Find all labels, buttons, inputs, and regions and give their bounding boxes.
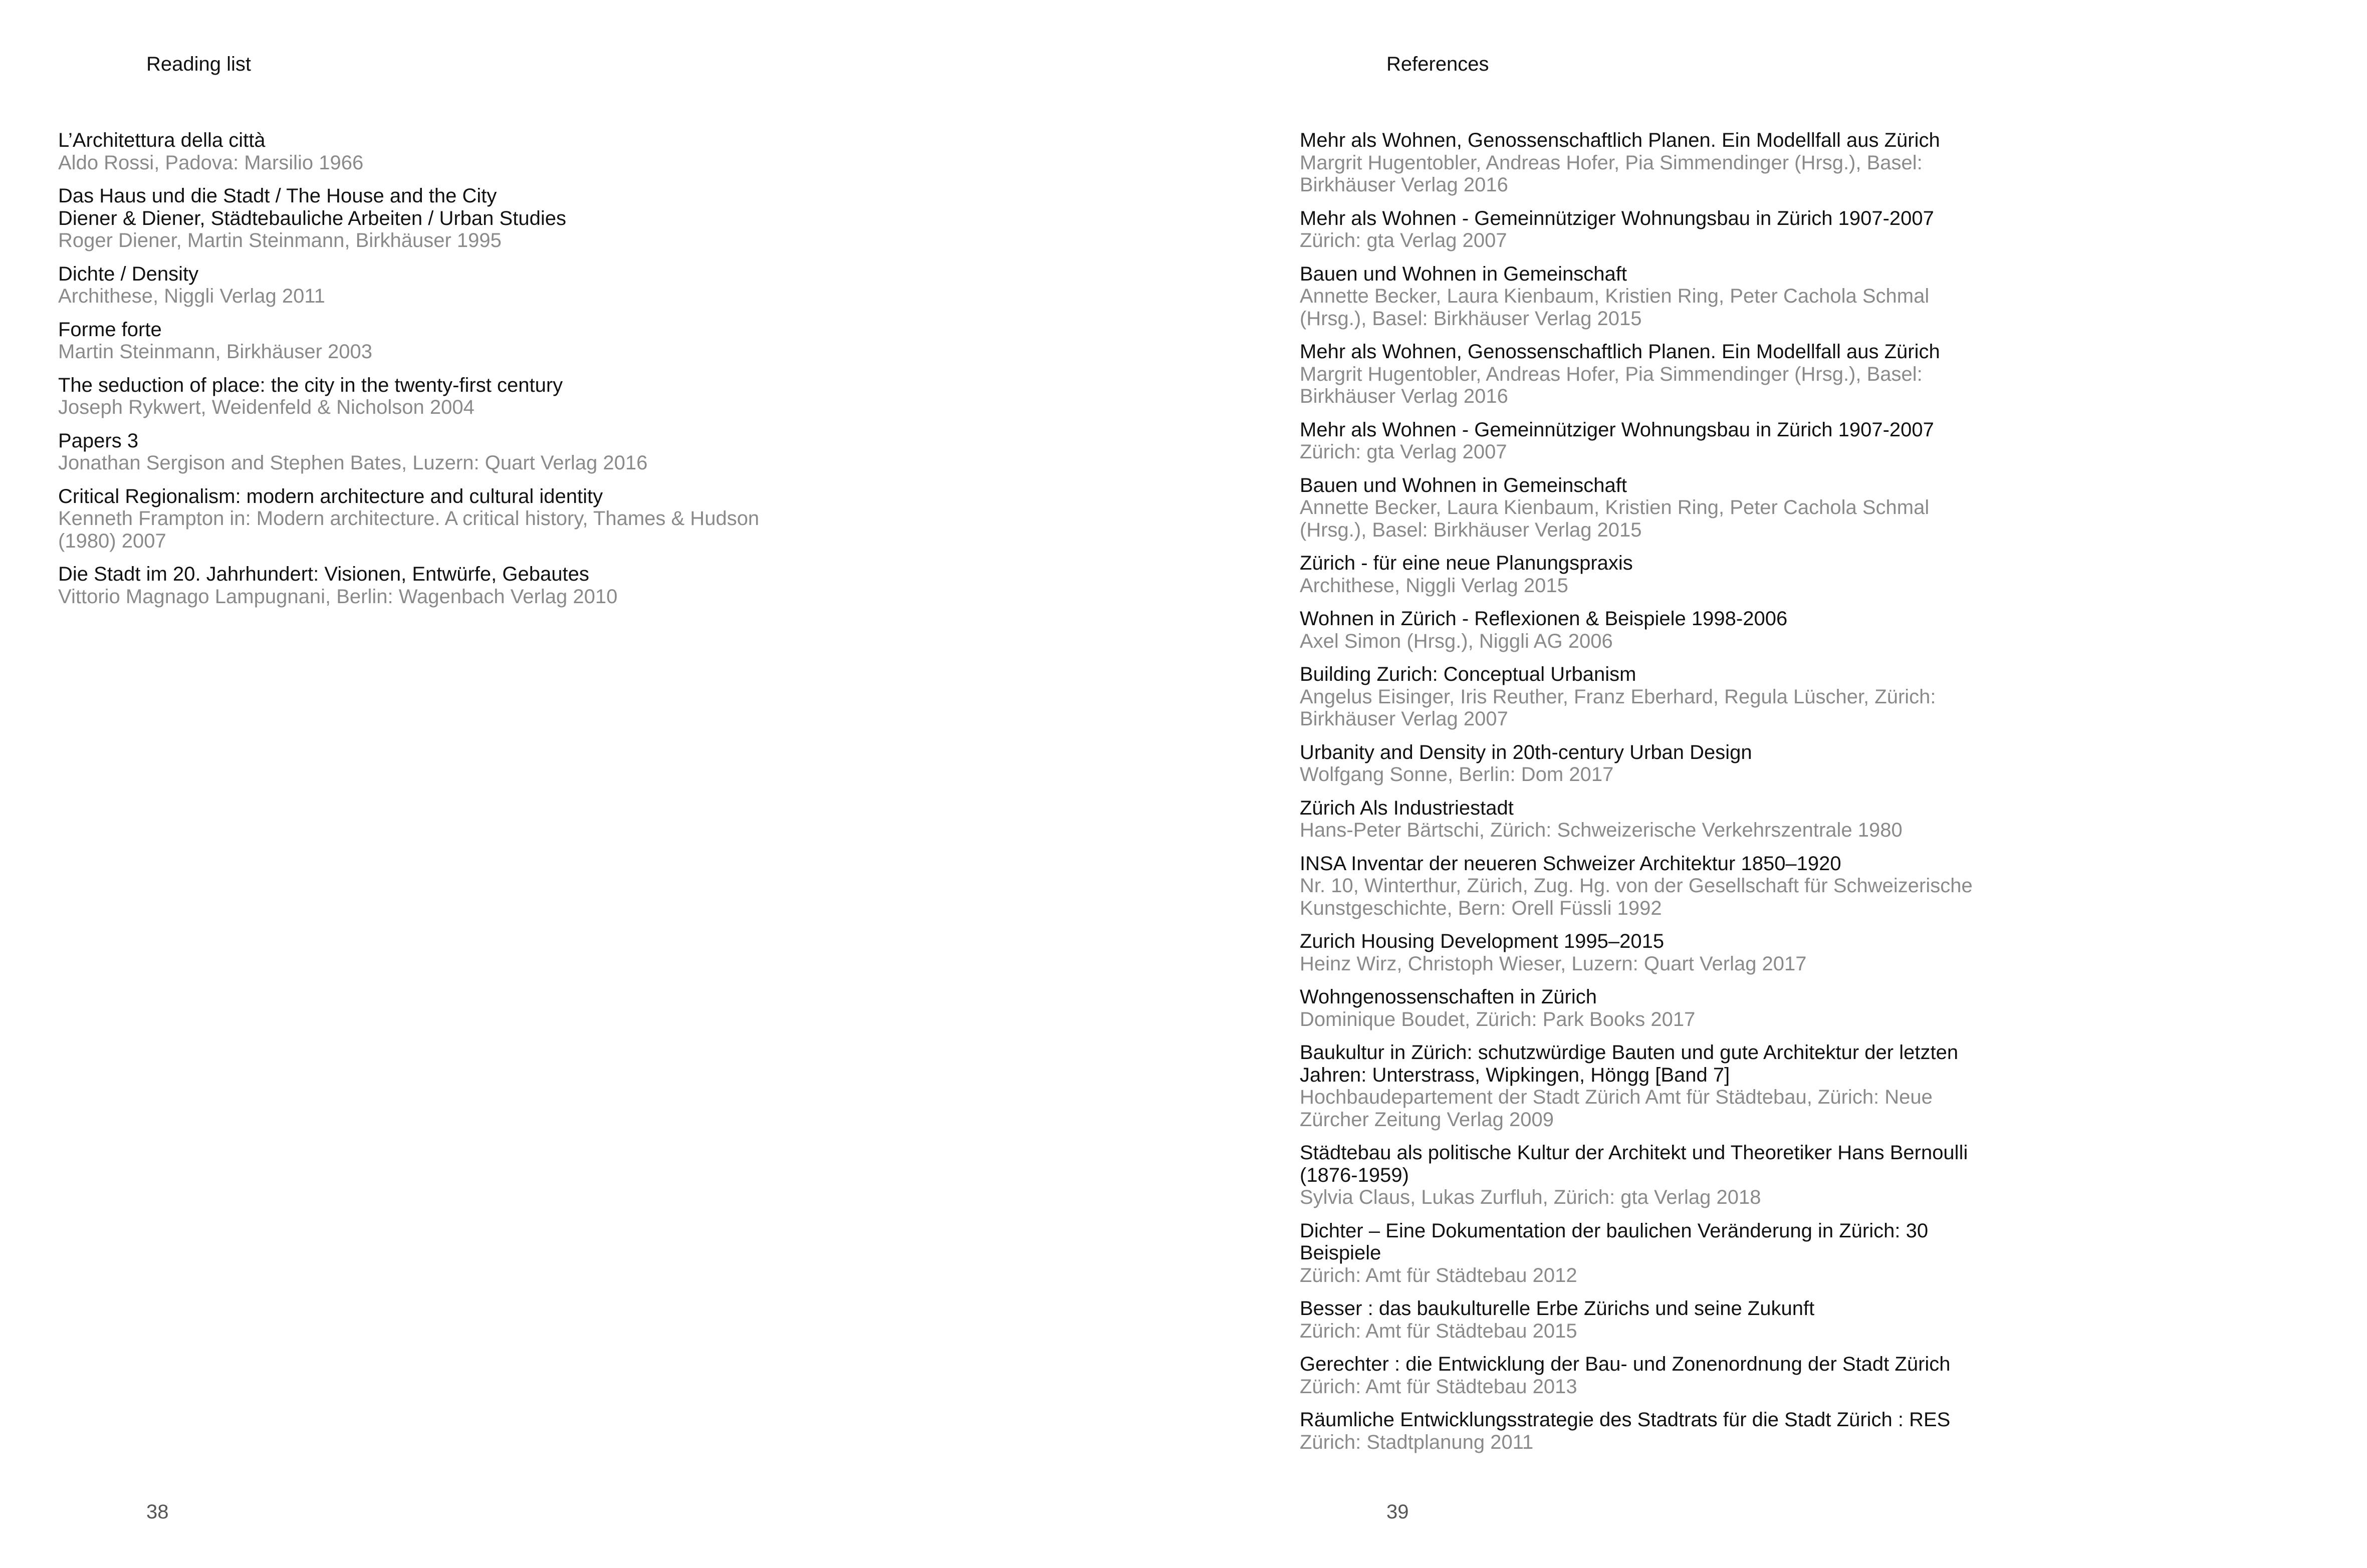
entry-publication-info: Joseph Rykwert, Weidenfeld & Nicholson 2004 xyxy=(58,396,475,418)
entry-publication-info: Archithese, Niggli Verlag 2011 xyxy=(58,285,325,307)
entry-publication-info: Zürich: gta Verlag 2007 xyxy=(1300,229,1507,251)
bibliography-entry xyxy=(1300,129,2197,196)
bibliography-entry xyxy=(1300,341,2197,408)
entry-publication-info: Vittorio Magnago Lampugnani, Berlin: Wagenbach Verlag 2010 xyxy=(58,585,618,608)
bibliography-entry xyxy=(1300,419,2197,463)
entry-title: Papers 3 xyxy=(58,429,139,452)
entry-publication-info: Aldo Rossi, Padova: Marsilio 1966 xyxy=(58,151,364,174)
entry-publication-info: Annette Becker, Laura Kienbaum, Kristien Ring, Peter Cachola Schmal (Hrsg.), Basel: Birkhäuser Verlag 2015 xyxy=(1300,496,1930,541)
bibliography-entry xyxy=(1300,263,2197,330)
bibliography-entry xyxy=(1300,608,2197,652)
entry-publication-info: Annette Becker, Laura Kienbaum, Kristien Ring, Peter Cachola Schmal (Hrsg.), Basel: Birkhäuser Verlag 2015 xyxy=(1300,285,1930,330)
entry-title: Baukultur in Zürich: schutzwürdige Bauten und gute Architektur der letzten Jahren: Unterstrass, Wipkingen, Höngg [Band 7] xyxy=(1300,1041,1959,1086)
bibliography-entry xyxy=(58,263,820,308)
reading-list xyxy=(58,129,820,619)
bibliography-entry xyxy=(1300,474,2197,542)
page-number-left: 38 xyxy=(146,1501,169,1523)
entry-title: Mehr als Wohnen, Genossenschaftlich Planen. Ein Modellfall aus Zürich xyxy=(1300,129,1940,151)
entry-publication-info: Hochbaudepartement der Stadt Zürich Amt für Städtebau, Zürich: Neue Zürcher Zeitung Verlag 2009 xyxy=(1300,1086,1933,1131)
bibliography-entry xyxy=(58,563,820,608)
bibliography-entry xyxy=(1300,663,2197,730)
running-head-left: Reading list xyxy=(146,53,252,75)
bibliography-entry xyxy=(1300,930,2197,975)
entry-title: The seduction of place: the city in the twenty-first century xyxy=(58,374,563,396)
entry-publication-info: Heinz Wirz, Christoph Wieser, Luzern: Quart Verlag 2017 xyxy=(1300,952,1807,975)
bibliography-entry xyxy=(1300,1142,2197,1209)
page-number-right: 39 xyxy=(1386,1501,1409,1523)
entry-title: Städtebau als politische Kultur der Architekt und Theoretiker Hans Bernoulli (1876-1959) xyxy=(1300,1142,1968,1186)
bibliography-entry xyxy=(1300,741,2197,786)
entry-publication-info: Martin Steinmann, Birkhäuser 2003 xyxy=(58,341,372,363)
entry-title: Wohngenossenschaften in Zürich xyxy=(1300,986,1597,1008)
entry-title: Gerechter : die Entwicklung der Bau- und Zonenordnung der Stadt Zürich xyxy=(1300,1353,1951,1375)
entry-publication-info: Zürich: Amt für Städtebau 2012 xyxy=(1300,1264,1577,1286)
entry-title: INSA Inventar der neueren Schweizer Architektur 1850–1920 xyxy=(1300,852,1841,875)
bibliography-entry xyxy=(1300,986,2197,1030)
bibliography-entry xyxy=(58,485,820,553)
entry-title: Räumliche Entwicklungsstrategie des Stadtrats für die Stadt Zürich : RES xyxy=(1300,1409,1951,1431)
entry-title: Mehr als Wohnen - Gemeinnütziger Wohnungsbau in Zürich 1907-2007 xyxy=(1300,418,1934,441)
bibliography-entry xyxy=(58,374,820,419)
entry-publication-info: Roger Diener, Martin Steinmann, Birkhäuser 1995 xyxy=(58,229,502,251)
entry-publication-info: Margrit Hugentobler, Andreas Hofer, Pia Simmendinger (Hrsg.), Basel: Birkhäuser Verlag 2016 xyxy=(1300,151,1923,196)
entry-publication-info: Margrit Hugentobler, Andreas Hofer, Pia Simmendinger (Hrsg.), Basel: Birkhäuser Verlag 2016 xyxy=(1300,363,1923,407)
entry-publication-info: Sylvia Claus, Lukas Zurfluh, Zürich: gta Verlag 2018 xyxy=(1300,1186,1761,1208)
entry-title: Dichte / Density xyxy=(58,263,199,285)
entry-title: Bauen und Wohnen in Gemeinschaft xyxy=(1300,263,1627,285)
bibliography-entry xyxy=(1300,1041,2197,1131)
entry-publication-info: Dominique Boudet, Zürich: Park Books 2017 xyxy=(1300,1008,1696,1030)
bibliography-entry xyxy=(58,319,820,363)
running-head-right: References xyxy=(1386,53,1489,75)
bibliography-entry xyxy=(1300,853,2197,920)
entry-publication-info: Angelus Eisinger, Iris Reuther, Franz Eberhard, Regula Lüscher, Zürich: Birkhäuser Verlag 2007 xyxy=(1300,685,1936,730)
entry-title: Mehr als Wohnen, Genossenschaftlich Planen. Ein Modellfall aus Zürich xyxy=(1300,341,1940,363)
bibliography-entry xyxy=(1300,1409,2197,1453)
entry-title: L’Architettura della città xyxy=(58,129,266,151)
bibliography-entry xyxy=(1300,1297,2197,1342)
entry-title: Zurich Housing Development 1995–2015 xyxy=(1300,930,1665,952)
entry-title: Die Stadt im 20. Jahrhundert: Visionen, Entwürfe, Gebautes xyxy=(58,563,589,585)
entry-title: Bauen und Wohnen in Gemeinschaft xyxy=(1300,474,1627,496)
entry-publication-info: Zürich: Stadtplanung 2011 xyxy=(1300,1431,1534,1453)
bibliography-entry xyxy=(1300,207,2197,252)
bibliography-entry xyxy=(1300,1220,2197,1287)
bibliography-entry xyxy=(58,430,820,474)
bibliography-entry xyxy=(1300,797,2197,842)
entry-publication-info: Kenneth Frampton in: Modern architecture. A critical history, Thames & Hudson (1980) 2007 xyxy=(58,507,760,552)
bibliography-entry xyxy=(58,185,820,252)
entry-title: Critical Regionalism: modern architecture and cultural identity xyxy=(58,485,603,507)
entry-publication-info: Archithese, Niggli Verlag 2015 xyxy=(1300,574,1568,597)
entry-title: Wohnen in Zürich - Reflexionen & Beispiele 1998-2006 xyxy=(1300,608,1788,630)
entry-title: Urbanity and Density in 20th-century Urban Design xyxy=(1300,741,1752,763)
references-list xyxy=(1300,129,2197,1464)
right-page xyxy=(1184,0,2367,1568)
entry-title: Zürich Als Industriestadt xyxy=(1300,797,1514,819)
entry-publication-info: Zürich: Amt für Städtebau 2015 xyxy=(1300,1320,1577,1342)
entry-title: Building Zurich: Conceptual Urbanism xyxy=(1300,663,1636,685)
bibliography-entry xyxy=(58,129,820,174)
entry-title: Zürich - für eine neue Planungspraxis xyxy=(1300,552,1633,574)
entry-publication-info: Zürich: gta Verlag 2007 xyxy=(1300,441,1507,463)
entry-title: Forme forte xyxy=(58,318,162,341)
bibliography-entry xyxy=(1300,1353,2197,1398)
entry-publication-info: Axel Simon (Hrsg.), Niggli AG 2006 xyxy=(1300,630,1613,652)
entry-title: Dichter – Eine Dokumentation der baulichen Veränderung in Zürich: 30 Beispiele xyxy=(1300,1219,1929,1264)
entry-title: Besser : das baukulturelle Erbe Zürichs und seine Zukunft xyxy=(1300,1297,1815,1320)
entry-publication-info: Jonathan Sergison and Stephen Bates, Luzern: Quart Verlag 2016 xyxy=(58,452,648,474)
bibliography-entry xyxy=(1300,552,2197,597)
entry-title: Mehr als Wohnen - Gemeinnütziger Wohnungsbau in Zürich 1907-2007 xyxy=(1300,207,1934,229)
entry-publication-info: Wolfgang Sonne, Berlin: Dom 2017 xyxy=(1300,763,1614,786)
entry-publication-info: Hans-Peter Bärtschi, Zürich: Schweizerische Verkehrszentrale 1980 xyxy=(1300,819,1903,841)
entry-publication-info: Zürich: Amt für Städtebau 2013 xyxy=(1300,1375,1577,1398)
entry-publication-info: Nr. 10, Winterthur, Zürich, Zug. Hg. von der Gesellschaft für Schweizerische Kunstgeschichte, Bern: Orell Füssli 1992 xyxy=(1300,875,1973,919)
entry-title: Das Haus und die Stadt / The House and the City Diener & Diener, Städtebauliche Arbeiten / Urban Studies xyxy=(58,185,566,229)
